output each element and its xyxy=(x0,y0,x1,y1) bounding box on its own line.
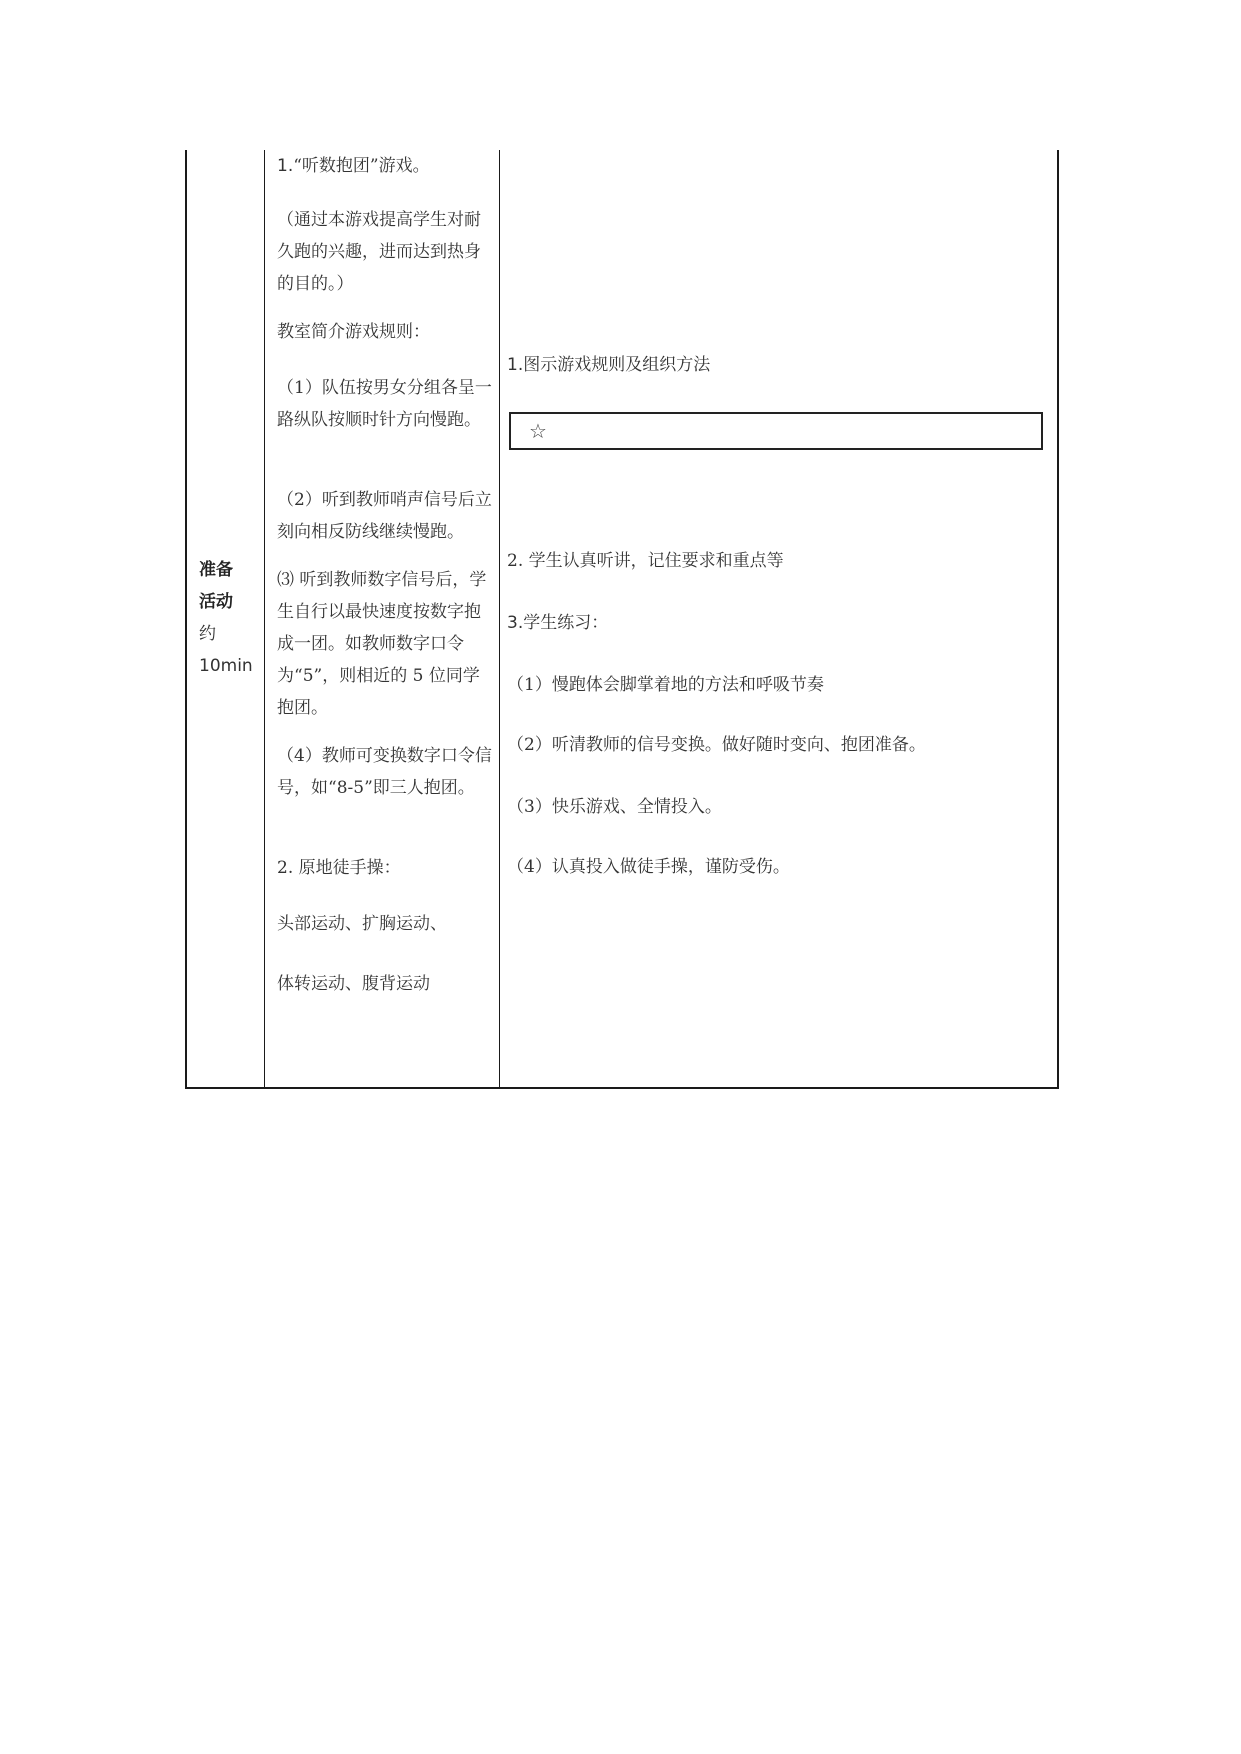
practice-4: （4）认真投入做徒手操，谨防受伤。 xyxy=(507,857,790,877)
practice-2: （2）听清教师的信号变换。做好随时变向、抱团准备。 xyxy=(507,735,926,755)
exercise-title: 2. 原地徒手操： xyxy=(277,858,401,878)
practice-title: 3.学生练习： xyxy=(507,613,609,633)
diagram-title: 1.图示游戏规则及组织方法 xyxy=(507,355,711,375)
student-listen: 2. 学生认真听讲，记住要求和重点等 xyxy=(507,551,784,571)
game-purpose: （通过本游戏提高学生对耐久跑的兴趣，进而达到热身的目的。） xyxy=(277,210,481,294)
star-icon: ☆ xyxy=(529,419,547,443)
column-divider xyxy=(499,150,500,1087)
rule-1: （1）队伍按男女分组各呈一路纵队按顺时针方向慢跑。 xyxy=(277,378,492,430)
section-label-cell xyxy=(199,554,265,682)
rule-3: ⑶ 听到教师数字信号后，学生自行以最快速度按数字抱成一团。如教师数字口令为“5”，则相近的 5 位同学抱团。 xyxy=(277,570,487,718)
rule-4: （4）教师可变换数字口令信号，如“8-5”即三人抱团。 xyxy=(277,746,492,798)
exercise-line-1: 头部运动、扩胸运动、 xyxy=(277,914,447,934)
lesson-plan-table xyxy=(185,150,1059,1089)
game-title: 1.“听数抱团”游戏。 xyxy=(277,156,430,176)
practice-1: （1）慢跑体会脚掌着地的方法和呼吸节奏 xyxy=(507,675,824,695)
rules-intro: 教室简介游戏规则： xyxy=(277,322,430,342)
practice-3: （3）快乐游戏、全情投入。 xyxy=(507,797,722,817)
exercise-line-2: 体转运动、腹背运动 xyxy=(277,974,430,994)
game-diagram-box xyxy=(509,412,1043,450)
section-duration: 10min xyxy=(199,656,253,676)
rule-2: （2）听到教师哨声信号后立刻向相反防线继续慢跑。 xyxy=(277,490,492,542)
section-time-prefix: 约 xyxy=(199,624,216,644)
section-name: 准备 xyxy=(199,560,233,580)
section-name-2: 活动 xyxy=(199,592,233,612)
